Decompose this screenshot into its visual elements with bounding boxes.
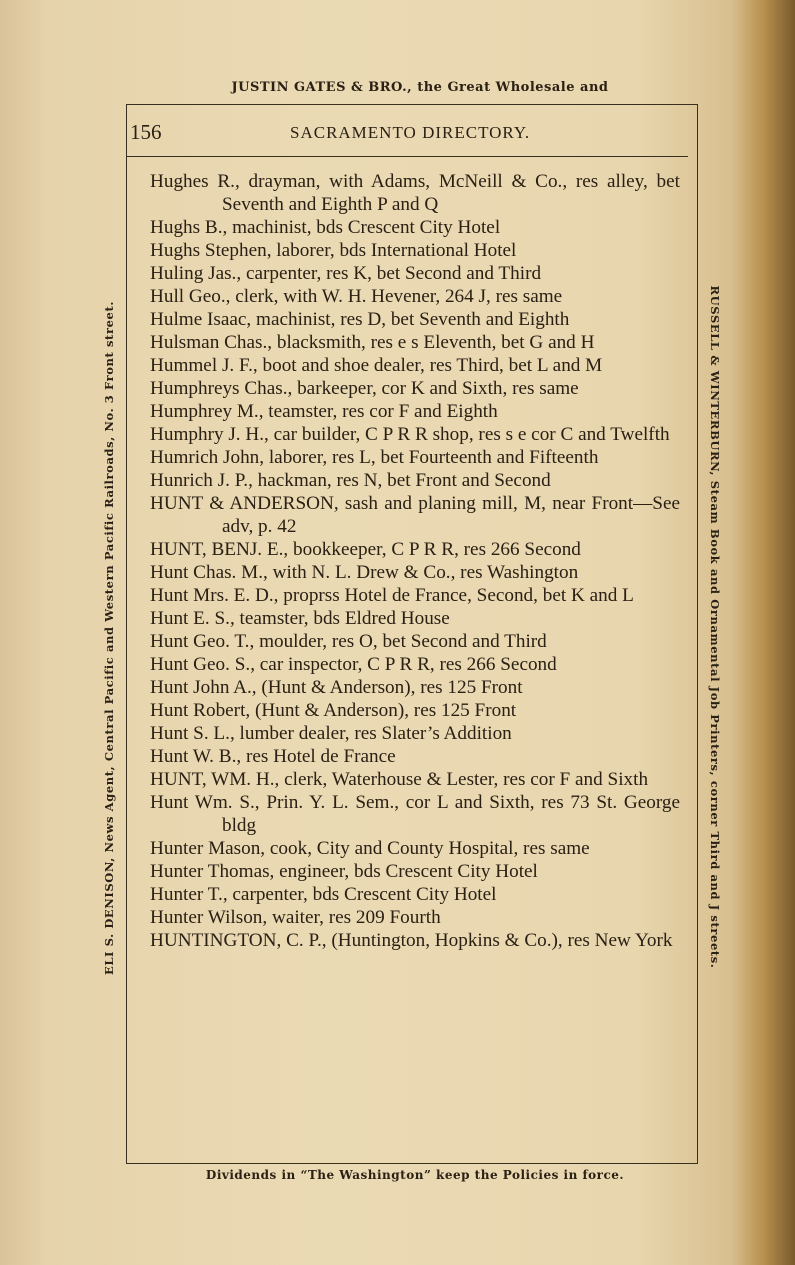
directory-entry: Hulme Isaac, machinist, res D, bet Seventh and Eighth [150, 309, 570, 330]
bottom-advertisement-banner: Dividends in “The Washington” keep the Policies in force. [205, 1168, 625, 1182]
directory-entry: HUNT, BENJ. E., bookkeeper, C P R R, res 266 Second [150, 539, 581, 560]
directory-entry: Hughs Stephen, laborer, bds International Hotel [150, 240, 517, 261]
directory-entry: Humphreys Chas., barkeeper, cor K and Sixth, res same [150, 378, 579, 399]
directory-entry: Hunt W. B., res Hotel de France [150, 746, 396, 767]
right-advertisement-banner: RUSSELL & WINTERBURN, Steam Book and Ornamental Job Printers, corner Third and J streets. [708, 285, 722, 969]
directory-entry: Hunt S. L., lumber dealer, res Slater’s Addition [150, 723, 512, 744]
directory-entry: Hunt John A., (Hunt & Anderson), res 125 Front [150, 677, 523, 698]
directory-entry: Hunter T., carpenter, bds Crescent City Hotel [150, 884, 497, 905]
directory-entry: Hughes R., drayman, with Adams, McNeill & Co., res alley, bet Seventh and Eighth P and Q [150, 171, 680, 215]
directory-entry: HUNT, WM. H., clerk, Waterhouse & Lester, res cor F and Sixth [150, 769, 649, 790]
directory-entries [150, 170, 680, 952]
directory-entry: Huling Jas., carpenter, res K, bet Second and Third [150, 263, 542, 284]
directory-entry: Hunt E. S., teamster, bds Eldred House [150, 608, 450, 629]
directory-entry: HUNTINGTON, C. P., (Huntington, Hopkins & Co.), res New York [150, 930, 673, 951]
directory-entry: HUNT & ANDERSON, sash and planing mill, M, near Front—See adv, p. 42 [150, 493, 680, 537]
page-number: 156 [130, 120, 162, 144]
left-advertisement-banner: ELI S. DENISON, News Agent, Central Pacific and Western Pacific Railroads, No. 3 Front street. [102, 301, 116, 975]
page-title: SACRAMENTO DIRECTORY. [290, 123, 531, 142]
directory-entry: Hunt Wm. S., Prin. Y. L. Sem., cor L and Sixth, res 73 St. George bldg [150, 792, 680, 836]
directory-entry: Hull Geo., clerk, with W. H. Hevener, 264 J, res same [150, 286, 563, 307]
directory-entry: Hunt Chas. M., with N. L. Drew & Co., res Washington [150, 562, 579, 583]
page-header [130, 120, 690, 150]
directory-entry: Hunter Thomas, engineer, bds Crescent City Hotel [150, 861, 538, 882]
directory-entry: Hunt Geo. T., moulder, res O, bet Second and Third [150, 631, 547, 652]
directory-entry: Hunter Wilson, waiter, res 209 Fourth [150, 907, 441, 928]
directory-entry: Humphry J. H., car builder, C P R R shop, res s e cor C and Twelfth [150, 424, 670, 445]
directory-entry: Hunter Mason, cook, City and County Hospital, res same [150, 838, 590, 859]
directory-entry: Hummel J. F., boot and shoe dealer, res Third, bet L and M [150, 355, 603, 376]
directory-entry: Hughs B., machinist, bds Crescent City Hotel [150, 217, 501, 238]
directory-entry: Hulsman Chas., blacksmith, res e s Eleventh, bet G and H [150, 332, 595, 353]
directory-entry: Hunt Mrs. E. D., proprss Hotel de France, Second, bet K and L [150, 585, 634, 606]
top-advertisement-banner: JUSTIN GATES & BRO., the Great Wholesale and [231, 80, 609, 95]
directory-entry: Hunt Robert, (Hunt & Anderson), res 125 Front [150, 700, 517, 721]
directory-entry: Humrich John, laborer, res L, bet Fourteenth and Fifteenth [150, 447, 599, 468]
directory-entry: Hunrich J. P., hackman, res N, bet Front and Second [150, 470, 551, 491]
directory-entry: Humphrey M., teamster, res cor F and Eighth [150, 401, 498, 422]
directory-entry: Hunt Geo. S., car inspector, C P R R, res 266 Second [150, 654, 557, 675]
header-divider [126, 156, 688, 157]
